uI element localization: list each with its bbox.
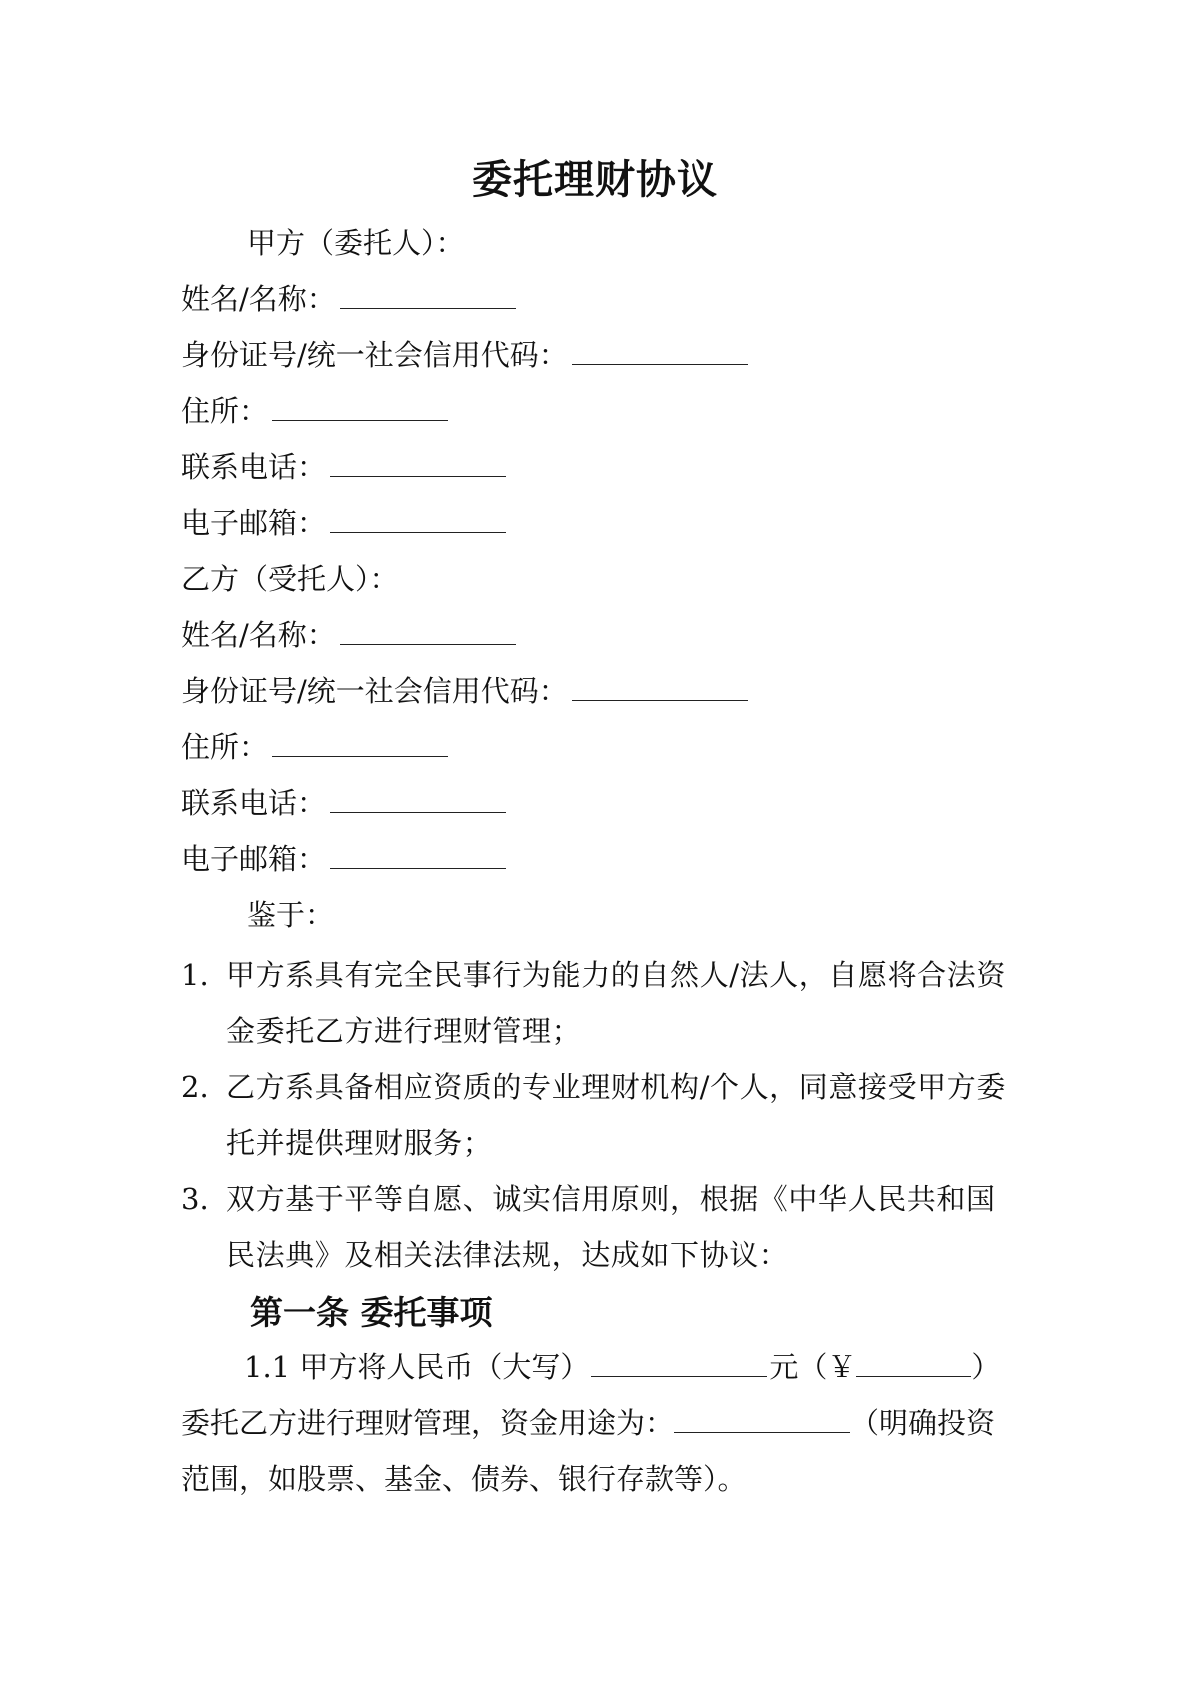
- clause-1-1-text-d: （明确投资范围，如股票、基金、债券、银行存款等）。: [181, 1406, 996, 1496]
- whereas-item-text: 甲方系具有完全民事行为能力的自然人/法人，自愿将合法资金委托乙方进行理财管理；: [226, 958, 1006, 1048]
- party-a-id-field[interactable]: [572, 338, 748, 365]
- party-b-phone-label: 联系电话：: [181, 786, 327, 820]
- whereas-item-number: 3.: [181, 1182, 209, 1216]
- party-a-address-label: 住所：: [181, 394, 269, 428]
- amount-in-figures-field-end[interactable]: [903, 1350, 971, 1377]
- party-b-id-field[interactable]: [572, 674, 748, 701]
- clause-1-1: [181, 1339, 1021, 1507]
- party-a-phone-field[interactable]: [330, 450, 506, 477]
- clause-1-1-text-a: 1.1 甲方将人民币（大写）: [244, 1350, 590, 1384]
- party-a-name-field[interactable]: [340, 282, 516, 309]
- party-b-phone-row: [181, 783, 506, 823]
- party-a-phone-row: [181, 447, 506, 487]
- party-b-id-row: [181, 671, 748, 711]
- party-b-email-label: 电子邮箱：: [181, 842, 327, 876]
- party-b-email-field[interactable]: [330, 842, 506, 869]
- party-b-name-label: 姓名/名称：: [181, 618, 336, 652]
- party-b-address-label: 住所：: [181, 730, 269, 764]
- whereas-label: 鉴于：: [247, 898, 335, 932]
- party-b-phone-field[interactable]: [330, 786, 506, 813]
- party-a-address-row: [181, 391, 448, 431]
- whereas-item-number: 1.: [181, 958, 209, 992]
- party-a-phone-label: 联系电话：: [181, 450, 327, 484]
- party-a-address-field[interactable]: [272, 394, 448, 421]
- party-a-email-field[interactable]: [330, 506, 506, 533]
- party-b-name-row: [181, 615, 516, 655]
- party-a-name-label: 姓名/名称：: [181, 282, 336, 316]
- party-a-heading: 甲方（委托人）：: [247, 226, 465, 260]
- whereas-item-text: 乙方系具备相应资质的专业理财机构/个人，同意接受甲方委托并提供理财服务；: [226, 1070, 1006, 1160]
- party-a-id-row: [181, 335, 748, 375]
- whereas-item-number: 2.: [181, 1070, 209, 1104]
- document-title: 委托理财协议: [472, 157, 718, 203]
- whereas-item-text: 双方基于平等自愿、诚实信用原则，根据《中华人民共和国民法典》及相关法律法规，达成如下协议：: [226, 1182, 996, 1272]
- party-a-id-label: 身份证号/统一社会信用代码：: [181, 338, 568, 372]
- party-a-name-row: [181, 279, 516, 319]
- party-a-email-row: [181, 503, 506, 543]
- party-b-name-field[interactable]: [340, 618, 516, 645]
- party-b-heading: 乙方（受托人）：: [181, 562, 399, 596]
- fund-purpose-field[interactable]: [674, 1406, 850, 1433]
- party-b-address-row: [181, 727, 448, 767]
- clause-1-1-text-c: ）委托乙方进行理财管理，资金用途为：: [181, 1350, 1001, 1440]
- amount-in-words-field[interactable]: [591, 1350, 767, 1377]
- party-a-email-label: 电子邮箱：: [181, 506, 327, 540]
- party-b-email-row: [181, 839, 506, 879]
- party-b-address-field[interactable]: [272, 730, 448, 757]
- article-1-heading: 第一条 委托事项: [250, 1293, 493, 1332]
- party-b-id-label: 身份证号/统一社会信用代码：: [181, 674, 568, 708]
- clause-1-1-text-b: 元（￥: [769, 1350, 857, 1384]
